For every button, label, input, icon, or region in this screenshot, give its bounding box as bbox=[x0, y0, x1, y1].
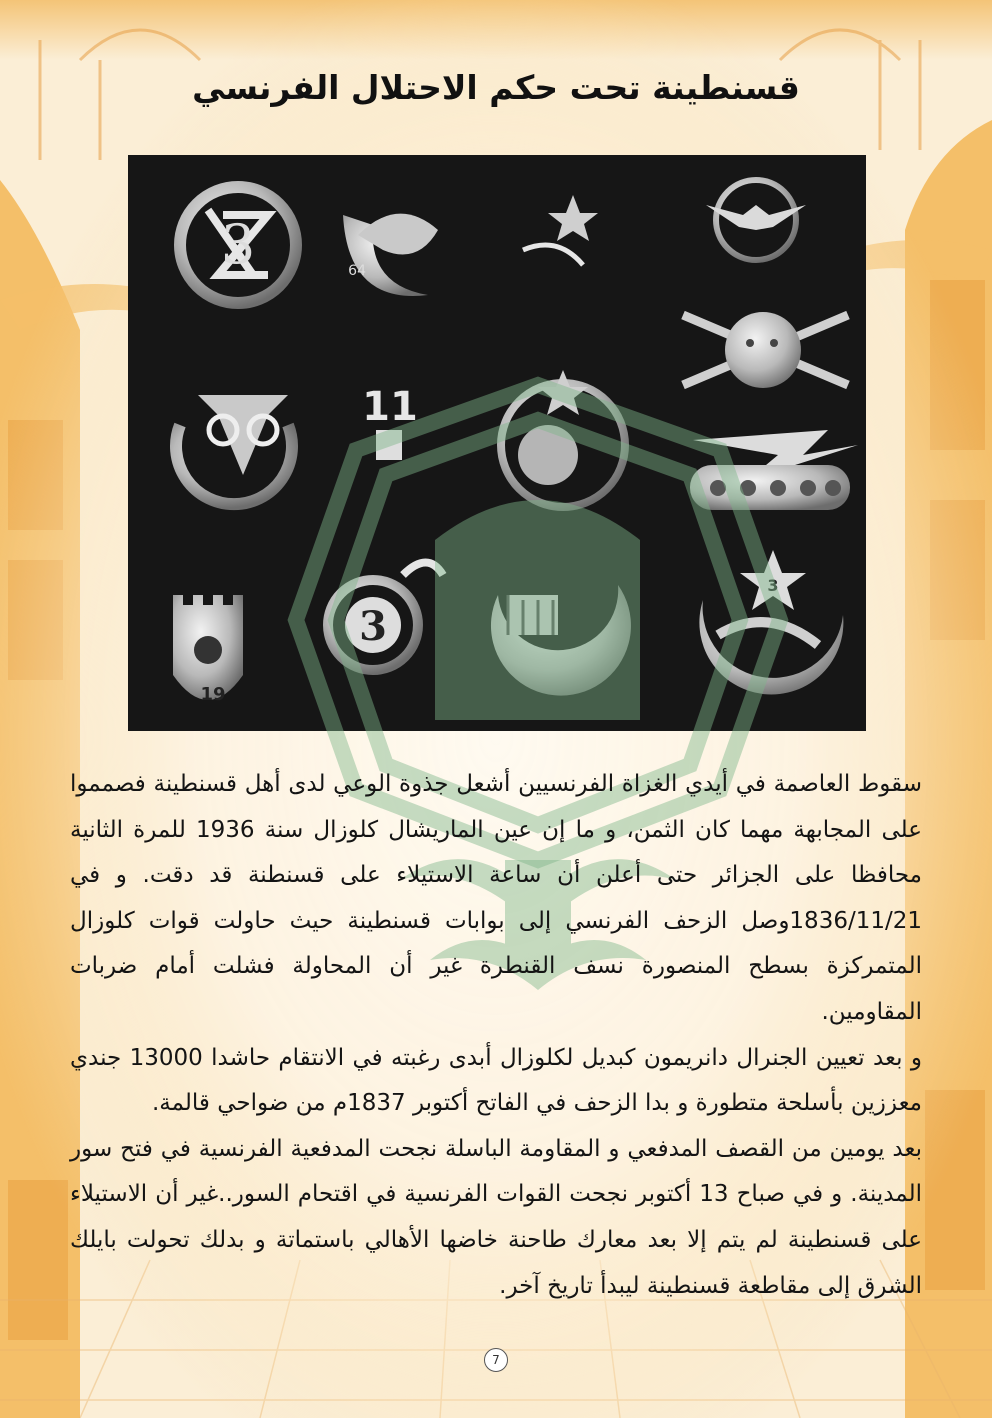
svg-text:3: 3 bbox=[767, 576, 779, 595]
badges-illustration bbox=[128, 155, 866, 731]
svg-text:64: 64 bbox=[348, 263, 366, 279]
page-title: قسنطينة تحت حكم الاحتلال الفرنسي bbox=[192, 68, 800, 107]
paragraph: بعد يومين من القصف المدفعي و المقاومة الباسلة نجحت المدفعية الفرنسية في فتح سور المدينة. و في صباح 13 أكتوبر نجحت القوات الفرنسية في اقتحام السور..غير أن الاستيلاء على قسنطينة لم يتم إلا بعد معارك طاحنة خاضها الأهالي باستماتة و بدلك تحولت بايلك الشرق إلى مقاطعة قسنطينة ليبدأ تاريخ آخر. bbox=[70, 1135, 923, 1299]
article-body bbox=[70, 762, 922, 1309]
svg-text:3: 3 bbox=[359, 603, 387, 650]
badges-photo bbox=[128, 155, 866, 731]
svg-text:3: 3 bbox=[220, 213, 256, 276]
svg-text:11: 11 bbox=[362, 384, 418, 430]
paragraph: سقوط العاصمة في أيدي الغزاة الفرنسيين أشعل جذوة الوعي لدى أهل قسنطينة فصمموا على المجابهة مهما كان الثمن، و ما إن عين الماريشال كلوزال سنة 1936 للمرة الثانية محافظا على الجزائر حتى أعلن أن ساعة الاستيلاء على قسنطنة قد دقت. و في 1836/11/21وصل الزحف الفرنسي إلى بوابات قسنطينة حيث حاولت قوات كلوزال المتمركزة بسطح المنصورة نسف القنطرة غير أن المحاولة فشلت أمام ضربات المقاومين. bbox=[70, 771, 922, 1025]
paragraph: و بعد تعيين الجنرال دانريمون كبديل لكلوزال أبدى رغبته في الانتقام حاشدا 13000 جندي معززين بأسلحة متطورة و بدا الزحف في الفاتح أكتوبر 1837م من ضواحي قالمة. bbox=[70, 1044, 923, 1117]
page-number: 7 bbox=[484, 1348, 508, 1372]
svg-text:19: 19 bbox=[200, 684, 226, 705]
